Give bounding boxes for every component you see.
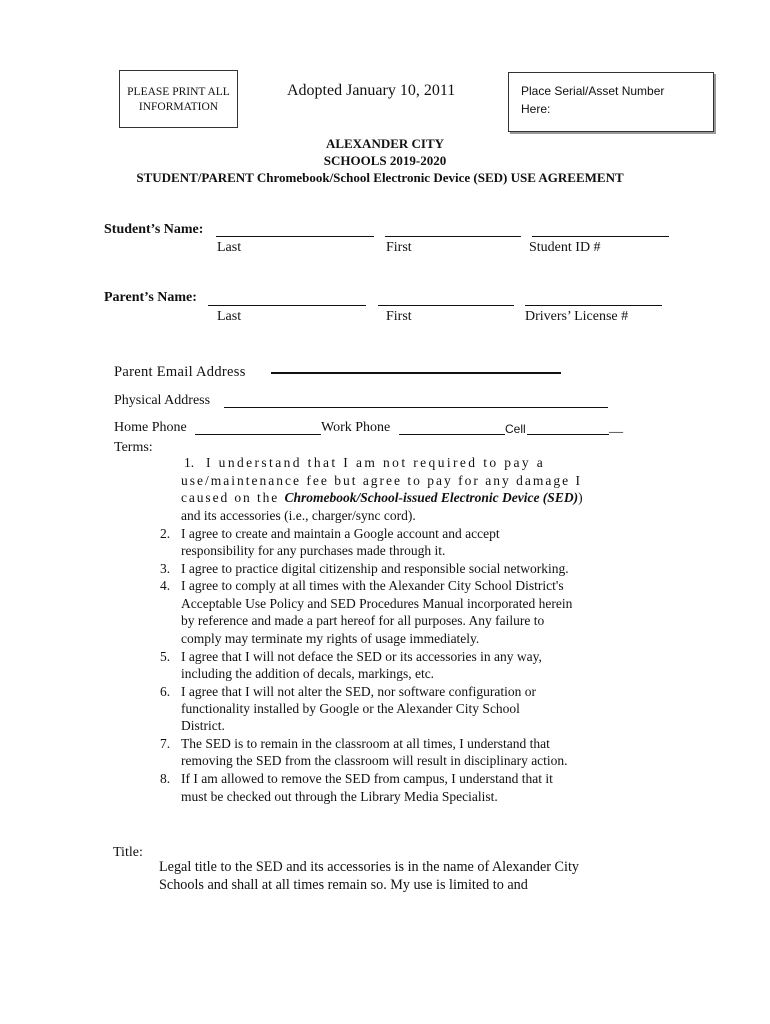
print-all-information-box <box>119 70 238 128</box>
term-6-number: 6. <box>160 684 171 699</box>
student-first-name-field[interactable] <box>385 236 521 237</box>
cell-trailing-underline: __ <box>609 420 623 435</box>
drivers-license-field[interactable] <box>525 305 662 306</box>
parent-first-name-field[interactable] <box>378 305 514 306</box>
parent-email-field[interactable] <box>271 372 561 374</box>
student-last-label: Last <box>217 240 242 255</box>
print-box-line-2: INFORMATION <box>138 101 219 113</box>
term-7-line-2: removing the SED from the classroom will result in disciplinary action. <box>181 753 568 768</box>
term-1-line-3-text: caused on the <box>181 490 285 505</box>
parent-email-label: Parent Email Address <box>114 364 246 380</box>
term-1-close-paren: ) <box>578 490 583 505</box>
term-6-line-3: District. <box>181 718 225 733</box>
term-1-line-2: use/maintenance fee but agree to pay for any damage I <box>181 473 582 488</box>
adopted-date: Adopted January 10, 2011 <box>287 82 456 99</box>
term-7-line-1: The SED is to remain in the classroom at all times, I understand that <box>181 736 550 751</box>
term-5-line-2: including the addition of decals, markings, etc. <box>181 666 435 681</box>
term-7-number: 7. <box>160 736 171 751</box>
student-first-label: First <box>386 240 412 255</box>
term-1-device-name: Chromebook/School-issued Electronic Device (SED) <box>284 490 579 505</box>
term-1-line-4: and its accessories (i.e., charger/sync cord). <box>181 508 416 523</box>
term-4-number: 4. <box>160 578 171 593</box>
work-phone-field[interactable] <box>399 434 505 435</box>
term-6-line-2: functionality installed by Google or the Alexander City School <box>181 701 520 716</box>
parent-first-label: First <box>386 309 412 324</box>
term-2-line-1: I agree to create and maintain a Google account and accept <box>181 526 500 541</box>
term-8-number: 8. <box>160 771 171 786</box>
term-1-line-1: I understand that I am not required to pay a <box>206 455 546 470</box>
term-3-number: 3. <box>160 561 171 576</box>
home-phone-field[interactable] <box>195 434 321 435</box>
term-8-line-2: must be checked out through the Library Media Specialist. <box>181 789 498 804</box>
student-name-label: Student’s Name: <box>104 222 204 237</box>
term-5-line-1: I agree that I will not deface the SED or its accessories in any way, <box>181 649 542 664</box>
term-4-line-2: Acceptable Use Policy and SED Procedures Manual incorporated herein <box>181 596 573 611</box>
physical-address-field[interactable] <box>224 407 608 408</box>
cell-phone-field[interactable] <box>527 434 609 435</box>
serial-asset-number-box[interactable] <box>508 72 714 132</box>
parent-last-label: Last <box>217 309 242 324</box>
term-1-line-3 <box>181 490 583 506</box>
student-id-field[interactable] <box>532 236 669 237</box>
term-4-line-3: by reference and made a part hereof for all purposes. Any failure to <box>181 613 545 628</box>
term-2-number: 2. <box>160 526 171 541</box>
agreement-title: STUDENT/PARENT Chromebook/School Electronic Device (SED) USE AGREEMENT <box>136 170 624 185</box>
term-8-line-1: If I am allowed to remove the SED from campus, I understand that it <box>181 771 553 786</box>
student-last-name-field[interactable] <box>216 236 374 237</box>
terms-label: Terms: <box>114 440 153 455</box>
term-1-number: 1. <box>184 455 195 470</box>
term-3-line-1: I agree to practice digital citizenship and responsible social networking. <box>181 561 569 576</box>
print-box-line-1: PLEASE PRINT ALL <box>127 86 230 98</box>
term-4-line-4: comply may terminate my rights of usage immediately. <box>181 631 480 646</box>
serial-box-line-2: Here: <box>521 102 551 116</box>
schools-year: SCHOOLS 2019-2020 <box>323 153 447 168</box>
parent-last-name-field[interactable] <box>208 305 366 306</box>
student-id-label: Student ID # <box>529 240 601 255</box>
drivers-license-label: Drivers’ License # <box>525 309 629 324</box>
cell-label: Cell <box>505 422 526 436</box>
term-2-line-2: responsibility for any purchases made through it. <box>181 543 446 558</box>
term-6-line-1: I agree that I will not alter the SED, nor software configuration or <box>181 684 537 699</box>
serial-box-line-1: Place Serial/Asset Number <box>521 84 665 98</box>
parent-name-label: Parent’s Name: <box>104 290 197 305</box>
title-section-line-2: Schools and shall at all times remain so. My use is limited to and <box>159 877 528 893</box>
title-section-label: Title: <box>113 845 143 860</box>
term-4-line-1: I agree to comply at all times with the Alexander City School District's <box>181 578 564 593</box>
title-section-line-1: Legal title to the SED and its accessories is in the name of Alexander City <box>159 859 579 875</box>
term-5-number: 5. <box>160 649 171 664</box>
district-name: ALEXANDER CITY <box>325 136 445 151</box>
physical-address-label: Physical Address <box>114 393 211 408</box>
home-phone-label: Home Phone <box>114 420 187 435</box>
work-phone-label: Work Phone <box>321 420 391 435</box>
